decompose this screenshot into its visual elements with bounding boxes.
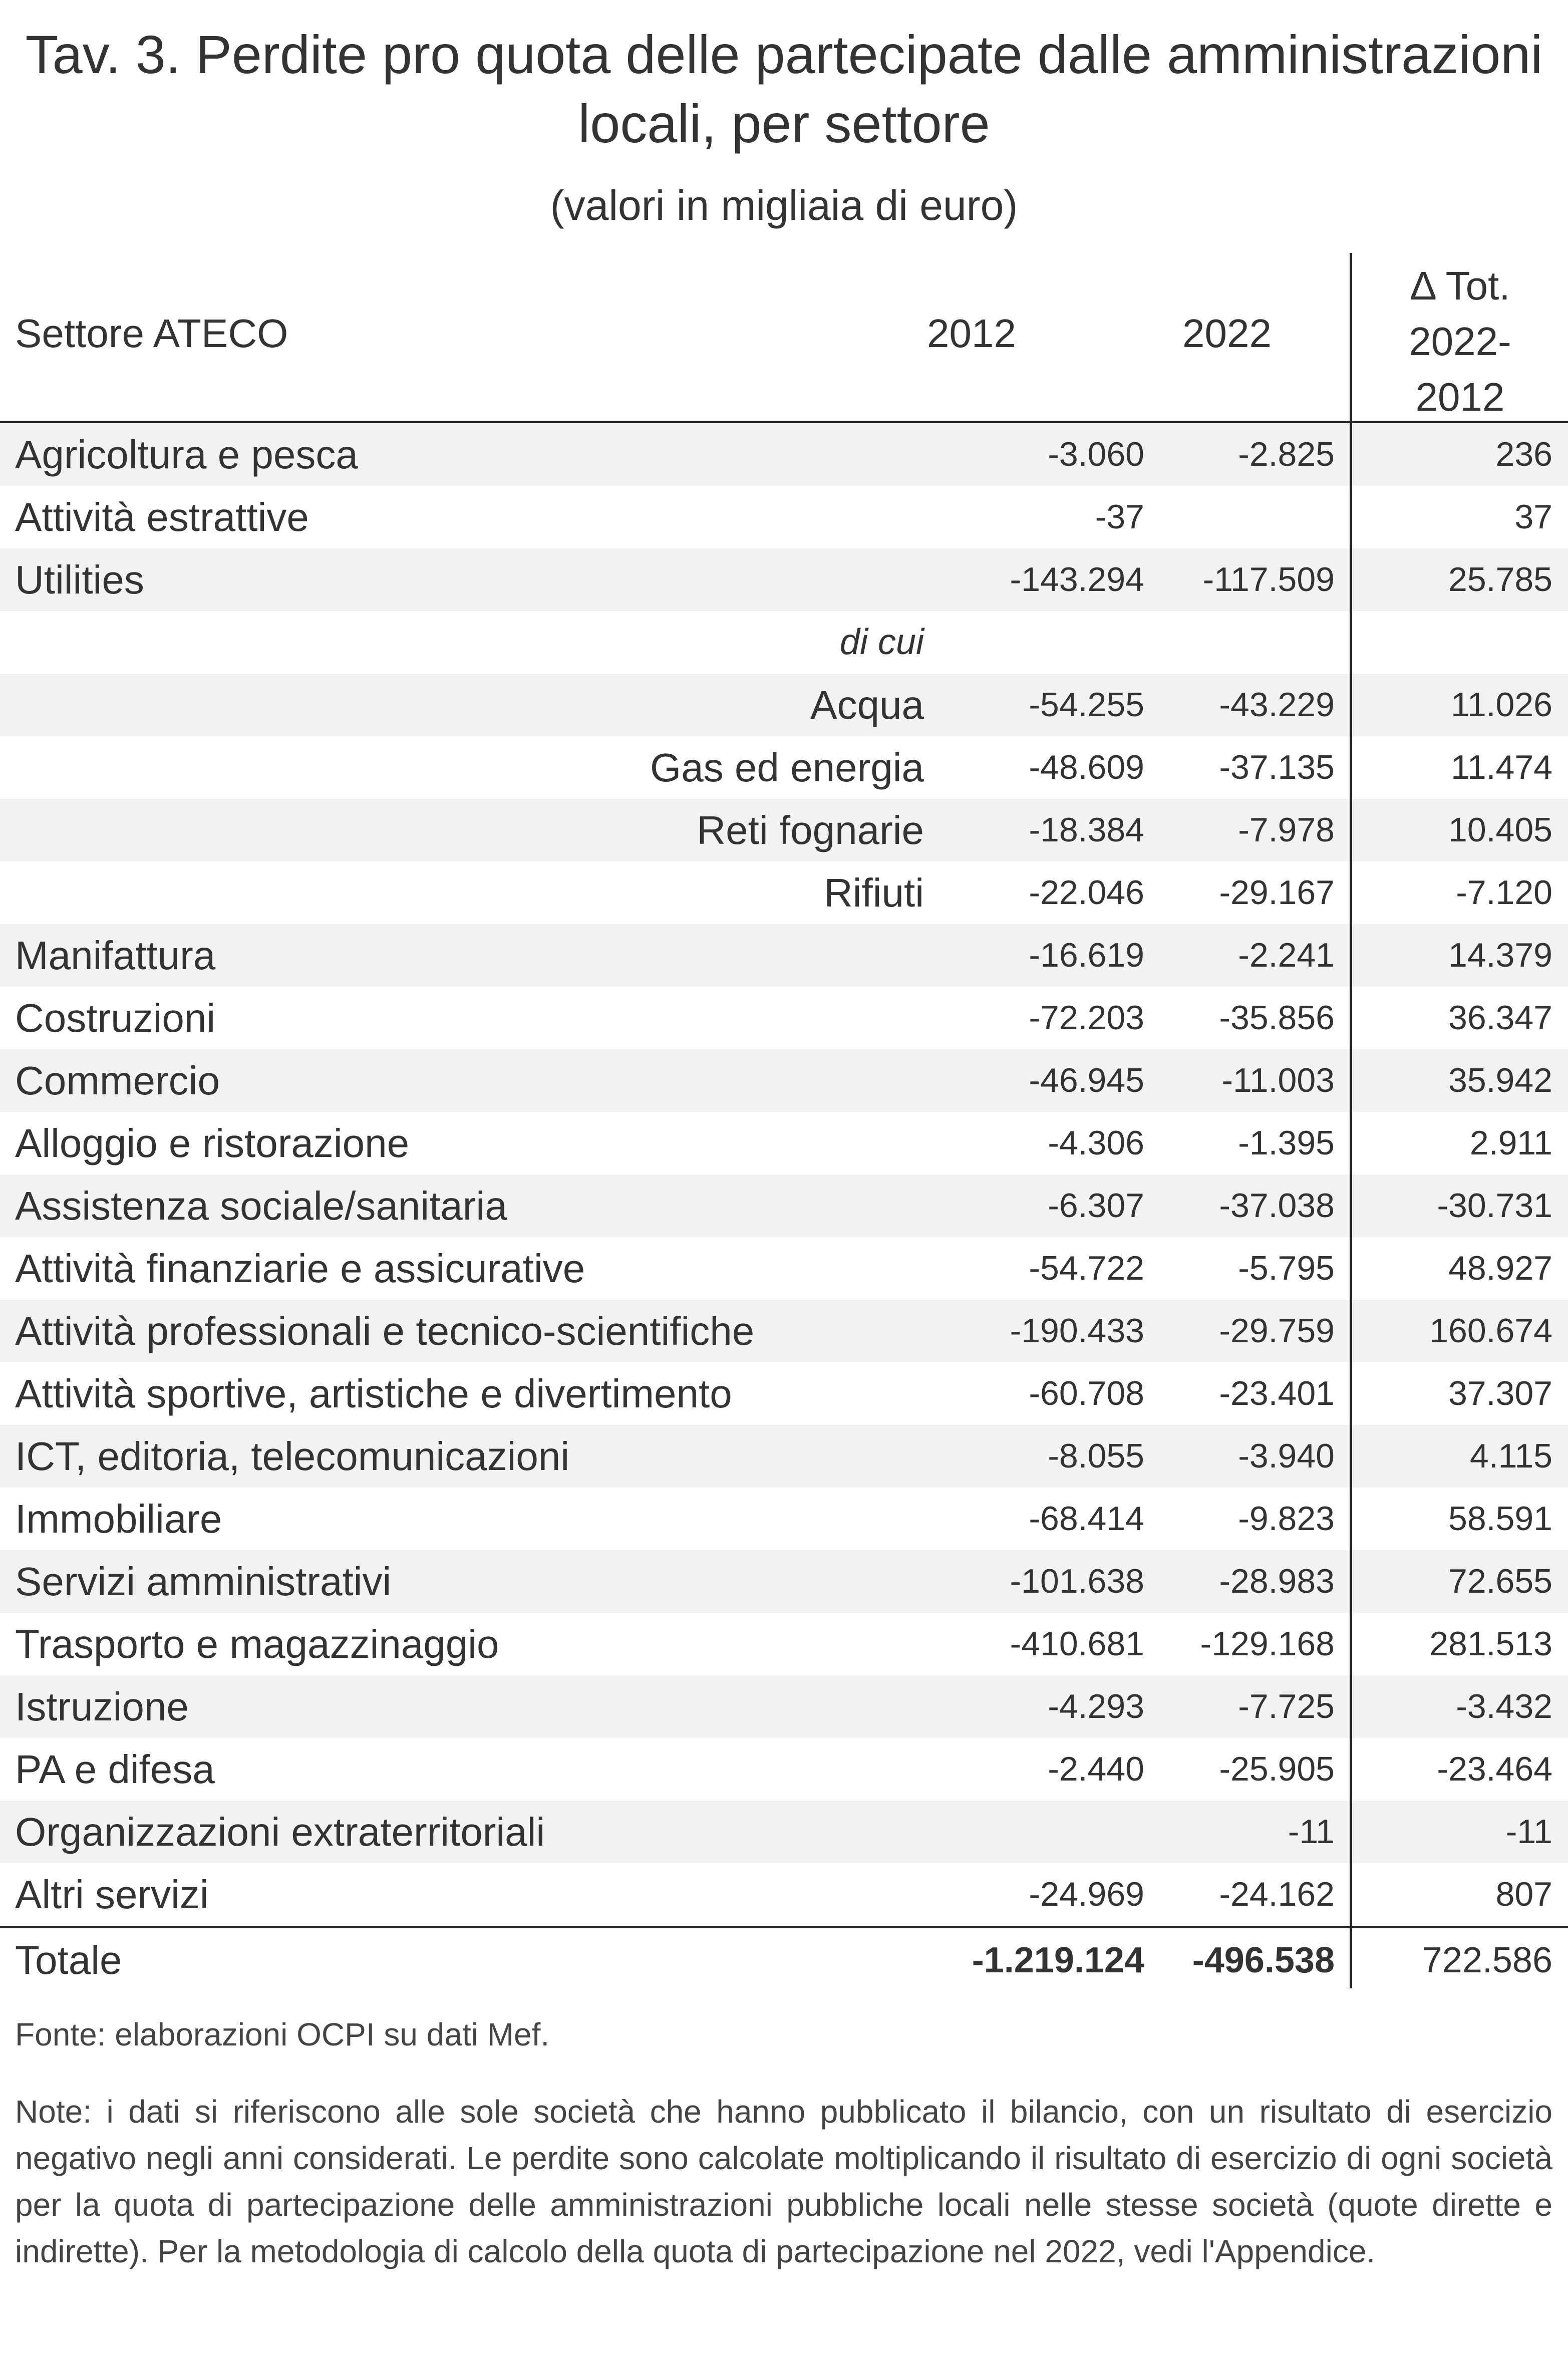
row-label: di cui [839, 622, 924, 662]
table-row [0, 1675, 1568, 1738]
cell-2012: -54.722 [1029, 1249, 1144, 1287]
cell-2012: -101.638 [1010, 1562, 1144, 1600]
cell-delta: -11 [1505, 1813, 1552, 1851]
row-label: Servizi amministrativi [15, 1559, 392, 1604]
row-label: Attività sportive, artistiche e divertimento [15, 1371, 732, 1416]
table-row [0, 1049, 1568, 1112]
row-label: Rifiuti [823, 870, 924, 915]
cell-2022: -117.509 [1202, 560, 1335, 599]
footnote: Note: i dati si riferiscono alle sole società che hanno pubblicato il bilancio, con un risultato di esercizio negativo negli anni considerati. Le perdite sono calcolate moltiplicando il risultato di esercizio di ogni società per la quota di partecipazione delle amministrazioni pubbliche locali nelle stesse società (quote dirette e indirette). Per la metodologia di calcolo della quota di partecipazione nel 2022, vedi l'Appendice. [15, 2094, 1552, 2269]
cell-2012: -16.619 [1029, 936, 1144, 974]
table-row [0, 736, 1568, 799]
row-label: Reti fognarie [697, 808, 924, 852]
cell-2022: -2.241 [1238, 936, 1335, 974]
cell-2012: -37 [1095, 498, 1144, 536]
header-delta-line3: 2012 [1415, 375, 1505, 419]
table-row [0, 674, 1568, 736]
table-body [0, 423, 1568, 1926]
row-label: Alloggio e ristorazione [15, 1121, 410, 1165]
source-note: Fonte: elaborazioni OCPI su dati Mef. [15, 2016, 550, 2052]
cell-delta: 48.927 [1448, 1249, 1552, 1287]
cell-2022: -5.795 [1238, 1249, 1335, 1287]
table-row [0, 1425, 1568, 1488]
row-label: Manifattura [15, 933, 216, 978]
row-label: PA e difesa [15, 1747, 215, 1792]
cell-delta: 58.591 [1448, 1500, 1552, 1538]
cell-delta: 2.911 [1469, 1124, 1552, 1162]
cell-2012: -24.969 [1029, 1875, 1144, 1913]
row-label: Agricoltura e pesca [15, 432, 358, 477]
table-row [0, 1362, 1568, 1425]
header-sector: Settore ATECO [15, 311, 288, 356]
table-subtitle: (valori in migliaia di euro) [550, 182, 1018, 229]
row-label: Istruzione [15, 1684, 189, 1729]
cell-2012: -60.708 [1029, 1374, 1144, 1412]
table-row [0, 1613, 1568, 1675]
row-label: Attività estrattive [15, 495, 309, 539]
cell-delta: 11.026 [1451, 686, 1552, 724]
table-title: Tav. 3. Perdite pro quota delle partecipate dalle amministrazioni locali, per settore [25, 24, 1543, 154]
table-row [0, 1112, 1568, 1174]
cell-2022: -129.168 [1200, 1625, 1335, 1663]
table-row [0, 1237, 1568, 1300]
cell-delta: 10.405 [1448, 811, 1552, 849]
table-row [0, 423, 1568, 486]
cell-delta: 37 [1514, 498, 1552, 536]
cell-2022: -1.395 [1238, 1124, 1335, 1162]
cell-delta: 4.115 [1469, 1437, 1552, 1475]
table-row [0, 861, 1568, 924]
cell-2012: -22.046 [1029, 873, 1144, 912]
table-row [0, 987, 1568, 1049]
row-label: Gas ed energia [650, 745, 924, 790]
cell-2012: -54.255 [1029, 686, 1144, 724]
cell-2022: -7.978 [1238, 811, 1335, 849]
cell-2022: -25.905 [1219, 1750, 1335, 1788]
header-2012: 2012 [927, 311, 1016, 356]
cell-delta: 35.942 [1448, 1061, 1552, 1099]
cell-2012: -4.293 [1048, 1687, 1144, 1725]
cell-2012: -48.609 [1029, 748, 1144, 786]
cell-2012: -18.384 [1029, 811, 1144, 849]
header-2022: 2022 [1182, 311, 1272, 356]
cell-delta: 25.785 [1448, 560, 1552, 599]
cell-2022: -7.725 [1238, 1687, 1335, 1725]
row-label: Acqua [810, 683, 924, 727]
table-row [0, 1801, 1568, 1863]
cell-delta: 807 [1495, 1875, 1552, 1913]
cell-2012: -46.945 [1029, 1061, 1144, 1099]
cell-2022: -11 [1288, 1813, 1335, 1851]
cell-2012: -6.307 [1048, 1187, 1144, 1225]
header-delta [1352, 258, 1568, 425]
table-header [0, 253, 1568, 423]
cell-2012: -8.055 [1048, 1437, 1144, 1475]
table-row [0, 611, 1568, 674]
cell-2022: -3.940 [1238, 1437, 1335, 1475]
cell-2022: -37.038 [1219, 1187, 1335, 1225]
cell-2012: -190.433 [1010, 1312, 1144, 1350]
row-label: Immobiliare [15, 1497, 222, 1541]
row-label: ICT, editoria, telecomunicazioni [15, 1434, 570, 1479]
cell-2012: -410.681 [1010, 1625, 1144, 1663]
cell-2022: -23.401 [1219, 1374, 1335, 1412]
cell-2022: -29.759 [1219, 1312, 1335, 1350]
header-delta-line1: Δ Tot. [1410, 263, 1510, 308]
cell-2012: -68.414 [1029, 1500, 1144, 1538]
cell-2012: -2.440 [1048, 1750, 1144, 1788]
data-table [0, 253, 1568, 1992]
total-2012: -1.219.124 [972, 1940, 1144, 1980]
column-divider [1350, 253, 1352, 1988]
table-row [0, 486, 1568, 548]
row-label: Costruzioni [15, 996, 216, 1040]
cell-2012: -72.203 [1029, 999, 1144, 1037]
row-label: Utilities [15, 557, 144, 602]
cell-delta: 14.379 [1448, 936, 1552, 974]
cell-delta: 281.513 [1429, 1625, 1552, 1663]
row-label: Assistenza sociale/sanitaria [15, 1184, 507, 1228]
cell-2022: -35.856 [1219, 999, 1335, 1037]
cell-2022: -29.167 [1219, 873, 1335, 912]
cell-2022: -9.823 [1238, 1500, 1335, 1538]
row-label: Altri servizi [15, 1872, 209, 1917]
cell-delta: -3.432 [1456, 1687, 1552, 1725]
row-label: Trasporto e magazzinaggio [15, 1622, 499, 1666]
total-label: Totale [15, 1938, 122, 1982]
cell-2012: -3.060 [1048, 435, 1144, 473]
table-row [0, 1550, 1568, 1613]
cell-delta: 72.655 [1448, 1562, 1552, 1600]
table-row [0, 548, 1568, 611]
cell-delta: 37.307 [1448, 1374, 1552, 1412]
cell-2022: -2.825 [1238, 435, 1335, 473]
header-delta-line2: 2022- [1409, 319, 1511, 364]
table-row [0, 1174, 1568, 1237]
total-row [0, 1926, 1568, 1992]
table-row [0, 1300, 1568, 1362]
cell-delta: -7.120 [1456, 873, 1552, 912]
total-2022: -496.538 [1192, 1940, 1335, 1980]
row-label: Attività finanziarie e assicurative [15, 1246, 585, 1291]
table-row [0, 799, 1568, 861]
table-row [0, 1738, 1568, 1801]
cell-delta: -23.464 [1437, 1750, 1552, 1788]
cell-2022: -24.162 [1219, 1875, 1335, 1913]
row-label: Commercio [15, 1058, 220, 1103]
row-label: Attività professionali e tecnico-scientifiche [15, 1309, 755, 1353]
table-row [0, 1488, 1568, 1550]
cell-2012: -143.294 [1010, 560, 1144, 599]
cell-delta: 36.347 [1448, 999, 1552, 1037]
cell-2012: -4.306 [1048, 1124, 1144, 1162]
cell-2022: -11.003 [1221, 1061, 1335, 1099]
cell-delta: 160.674 [1429, 1312, 1552, 1350]
cell-2022: -28.983 [1219, 1562, 1335, 1600]
row-label: Organizzazioni extraterritoriali [15, 1810, 545, 1854]
cell-delta: 236 [1495, 435, 1552, 473]
cell-delta: -30.731 [1437, 1187, 1552, 1225]
cell-2022: -43.229 [1219, 686, 1335, 724]
table-row [0, 924, 1568, 987]
table-row [0, 1863, 1568, 1926]
total-delta: 722.586 [1422, 1940, 1552, 1980]
cell-delta: 11.474 [1451, 748, 1552, 786]
cell-2022: -37.135 [1219, 748, 1335, 786]
